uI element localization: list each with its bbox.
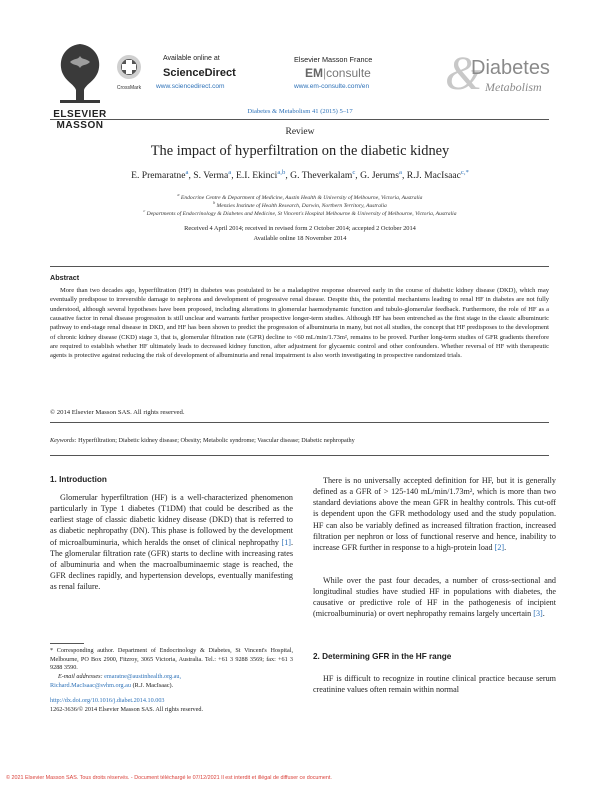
abstract-copyright: © 2014 Elsevier Masson SAS. All rights reserved. xyxy=(50,409,185,416)
affiliation: $^c$ Departments of Endocrinology & Diabetes and Medicine, St Vincent's Hospital Melbourne & University of Melbourne, Victoria, Australia xyxy=(143,209,457,217)
affiliation: $^a$ Endocrine Centre & Department of Medicine, Austin Health & University of Melbourne, Victoria, Australia xyxy=(177,193,423,201)
crossmark-icon xyxy=(114,54,144,80)
emc-url[interactable]: www.em-consulte.com/en xyxy=(294,83,370,90)
crossmark-label: CrossMark xyxy=(116,85,142,91)
journal-reference: Diabetes & Metabolism 41 (2015) 5–17 xyxy=(247,108,353,115)
doi-link[interactable]: http://dx.doi.org/10.1016/j.diabet.2014.10.003 xyxy=(50,697,165,704)
abstract-top-rule xyxy=(50,266,549,267)
elsevier-tree-icon xyxy=(50,38,110,104)
publisher-name: ELSEVIER MASSON xyxy=(53,109,107,131)
author[interactable]: G. Theverkalam$^c$ xyxy=(290,168,356,181)
email-link[interactable]: emaratne@austinhealth.org.au, xyxy=(104,673,182,680)
author[interactable]: E.I. Ekinci$^{a,b}$ xyxy=(236,168,286,181)
abstract-body: More than two decades ago, hyperfiltration (HF) in diabetes was postulated to be a maladaptive response observed early in the course of diabetic kidney disease (DKD), which may eventually predispose to irreversible damage to nephrons and development of progressive renal disease. Despite this, the potential mechanisms leading to renal HF in diabetes are not fully understood, although several hypotheses have been proposed, including alterations in glomerular haemodynamic function and tubulo-glomerular feedback. Furthermore, the role of HF as a causative factor in renal disease progression is still unclear and warrants further prospective longer-term studies. Although HF has been entrenched as the first stage in the classic albuminuric pathway to end-stage renal disease in DKD, and HF has been shown to predict the progression of albuminuria in many, but not all studies, the concept that HF predisposes to the development of chronic kidney disease (CKD) stage 3, that is, glomerular filtration rate (GFR) decline to <60 mL/min/1.73m², remains to be proved. Further long-term studies of GFR gradients therefore are required to establish whether HF ultimately leads to decreased kidney function, after adjustment for glycaemic control and other confounders. Whether reversal of HF with therapeutic agents is protective against reducing the risk of development of albuminuria and renal impairment is also worth investigating in prospective randomized trials. xyxy=(50,287,549,360)
article-title: The impact of hyperfiltration on the diabetic kidney xyxy=(150,143,450,159)
crossmark-badge[interactable] xyxy=(114,54,144,91)
available-online-date: Available online 18 November 2014 xyxy=(253,235,347,242)
abstract-bottom-rule xyxy=(50,422,549,423)
emc-logo-consulte: consulte xyxy=(326,66,371,80)
author[interactable]: E. Premaratne$^a$ xyxy=(131,168,189,181)
emc-title: Elsevier Masson France xyxy=(294,55,373,64)
author[interactable]: G. Jerums$^a$ xyxy=(360,168,402,181)
journal-logo-title: Diabetes xyxy=(471,57,550,79)
available-online-label: Available online at xyxy=(163,55,220,62)
emc-logo xyxy=(305,66,371,80)
keywords-list: Hyperfiltration; Diabetic kidney disease; Obesity; Metabolic syndrome; Vascular disease; Diabetic nephropathy xyxy=(78,437,355,444)
intro-paragraph: Glomerular hyperfiltration (HF) is a well-characterized phenomenon particularly in Type 1 diabetes (T1DM) that could be described as the earliest stage of classic diabetic kidney disease (DKD) that is referred to as diabetic nephropathy (DN). This phase is followed by the development of microalbuminuria, which heralds the onset of clinical nephropathy [1]. The glomerular filtration rate (GFR) starts to decline with increasing rates of albuminuria and when the macroalbuminaemic stage is reached, the GFR declines rapidly, and hypertension develops, eventually manifesting as renal failure. xyxy=(50,493,293,592)
definition-paragraph: There is no universally accepted definition for HF, but it is generally defined as a GFR of > 125-140 mL/min/1.73m², which is more than two standard deviations above the mean GFR in healthy controls. This cut-off is dependent upon the GFR methodology used and the study population. HF can also be variably defined as increased filtration fraction, increased filtration per nephron or loss of functional reserve and hence, inability to increase GFR further in response to a high-protein load [2]. xyxy=(313,476,556,552)
reference-link[interactable]: [2] xyxy=(494,542,505,552)
reference-link[interactable]: [1] xyxy=(281,537,291,547)
affiliations xyxy=(40,194,560,218)
emc-logo-separator: | xyxy=(323,66,327,80)
keywords-rule xyxy=(50,455,549,456)
author-list: E. Premaratne$^a$, S. Verma$^a$, E.I. Ekinci$^{a,b}$, G. Theverkalam$^c$, G. Jerums$^a$, R.J. MacIsaac$^{c,*}$ xyxy=(131,168,469,181)
emc-logo-em: EM xyxy=(305,66,323,80)
footnote-rule xyxy=(50,643,84,644)
issn-line: 1262-3636/© 2014 Elsevier Masson SAS. All rights reserved. xyxy=(50,706,204,713)
email-link[interactable]: Richard.MacIsaac@svhm.org.au xyxy=(50,681,132,689)
affiliation: $^b$ Menzies Institute of Health Research, Darwin, Northern Territory, Australia xyxy=(213,201,387,209)
reference-link[interactable]: [3] xyxy=(533,609,543,619)
download-watermark: © 2021 Elsevier Masson SAS. Tous droits réservés. - Document téléchargé le 07/12/2021 Il est interdit et illégal de diffuser ce document. xyxy=(6,775,332,781)
journal-logo-subtitle: Metabolism xyxy=(485,80,542,94)
journal-logo xyxy=(445,47,565,104)
article-type: Review xyxy=(285,127,315,137)
journal-ampersand: & xyxy=(445,47,483,100)
studies-paragraph: While over the past four decades, a number of cross-sectional and longitudinal studies have studied HF in populations with diabetes, the causative or predictive role of HF in the pathogenesis of incipient (microalbuminuria) or overt nephropathy remains largely uncertain [3]. xyxy=(313,576,556,619)
email-footnote: E-mail addresses: emaratne@austinhealth.org.au, Richard.MacIsaac@svhm.org.au (R.J. MacIsaac). xyxy=(50,673,182,689)
author[interactable]: S. Verma$^a$ xyxy=(193,168,232,181)
section2-heading: 2. Determining GFR in the HF range xyxy=(313,652,452,661)
received-dates: Received 4 April 2014; received in revised form 2 October 2014; accepted 2 October 2014 xyxy=(184,225,416,232)
keywords-label: Keywords: xyxy=(50,437,77,444)
sciencedirect-brand: ScienceDirect xyxy=(163,67,236,79)
intro-heading: 1. Introduction xyxy=(50,475,107,484)
gfr-paragraph: HF is difficult to recognize in routine clinical practice because serum creatinine values often remain within normal xyxy=(313,674,556,695)
sciencedirect-url[interactable]: www.sciencedirect.com xyxy=(156,83,225,90)
corresponding-author-footnote: * Corresponding author. Department of Endocrinology & Diabetes, St Vincent's Hospital, Melbourne, PO Box 2900, Fitzroy, 3065 Victoria, Australia. Tel.: +61 3 9288 3569; fax: +61 3 9288 3590. xyxy=(50,647,293,672)
abstract-heading: Abstract xyxy=(50,273,80,282)
author[interactable]: R.J. MacIsaac$^{c,*}$ xyxy=(406,168,469,181)
header-rule xyxy=(50,119,549,120)
keywords xyxy=(50,437,549,444)
